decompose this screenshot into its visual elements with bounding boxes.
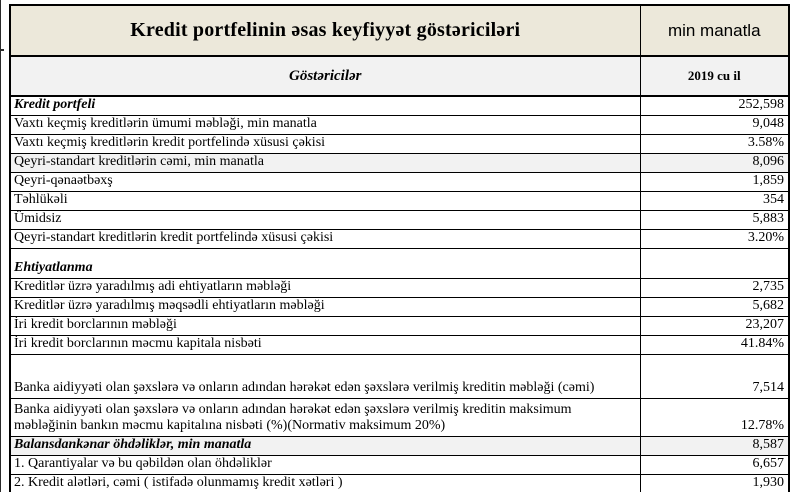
row-label: Qeyri-standart kreditlərin kredit portfelində xüsusi çəkisi	[10, 229, 640, 248]
table-row	[10, 229, 789, 248]
row-value: 3.58%	[640, 134, 789, 153]
table-row	[10, 172, 789, 191]
table-row	[10, 134, 789, 153]
row-value: 3.20%	[640, 229, 789, 248]
row-label: Ehtiyatlanma	[10, 248, 640, 278]
table-row	[10, 191, 789, 210]
column-header-row	[10, 56, 789, 96]
row-value: 8,587	[640, 436, 789, 455]
row-value: 8,096	[640, 153, 789, 172]
row-label: 2. Kredit alətləri, cəmi ( istifadə olunmamış kredit xətləri )	[10, 474, 640, 492]
row-value: 6,657	[640, 455, 789, 474]
row-label: Kreditlər üzrə yaradılmış məqsədli ehtiyatların məbləği	[10, 297, 640, 316]
row-label: Banka aidiyyəti olan şəxslərə və onların adından hərəkət edən şəxslərə verilmiş kreditin məbləği (cəmi)	[10, 354, 640, 398]
row-value	[640, 248, 789, 278]
row-label: Ümidsiz	[10, 210, 640, 229]
row-value: 252,598	[640, 96, 789, 115]
table-row	[10, 335, 789, 354]
row-label: Kredit portfeli	[10, 96, 640, 115]
row-label: Vaxtı keçmiş kreditlərin ümumi məbləği, min manatla	[10, 115, 640, 134]
unit-label: min manatla	[640, 5, 789, 56]
row-value: 7,514	[640, 354, 789, 398]
row-value: 9,048	[640, 115, 789, 134]
table-row-off-balance	[10, 436, 789, 455]
row-value: 1,930	[640, 474, 789, 492]
table-row	[10, 115, 789, 134]
table-row	[10, 474, 789, 492]
row-value: 12.78%	[640, 398, 789, 436]
table-row	[10, 297, 789, 316]
table-row	[10, 210, 789, 229]
table-row	[10, 316, 789, 335]
row-label: 1. Qarantiyalar və bu qəbildən olan öhdəliklər	[10, 455, 640, 474]
year-column-header: 2019 cu il	[640, 56, 789, 96]
row-value: 354	[640, 191, 789, 210]
row-label: Banka aidiyyəti olan şəxslərə və onların adından hərəkət edən şəxslərə verilmiş kreditin maksimum məbləğinin bankın məcmu kapitalına nisbəti (%)(Normativ maksimum 20%)	[10, 398, 640, 436]
table-row-kredit-portfeli	[10, 96, 789, 115]
row-value: 1,859	[640, 172, 789, 191]
table-row	[10, 455, 789, 474]
row-value: 2,735	[640, 278, 789, 297]
indicators-column-header: Göstəricilər	[10, 56, 640, 96]
row-label: Qeyri-standart kreditlərin cəmi, min manatla	[10, 153, 640, 172]
left-edge-artifact-line	[0, 0, 1, 492]
table-title-row	[10, 5, 789, 56]
row-label: Kreditlər üzrə yaradılmış adi ehtiyatların məbləği	[10, 278, 640, 297]
row-label: Vaxtı keçmiş kreditlərin kredit portfelində xüsusi çəkisi	[10, 134, 640, 153]
table-row	[10, 153, 789, 172]
table-row-related-party-loans	[10, 354, 789, 398]
row-label: İri kredit borclarının məcmu kapitala nisbəti	[10, 335, 640, 354]
row-label: Balansdankənar öhdəliklər, min manatla	[10, 436, 640, 455]
table-row	[10, 278, 789, 297]
credit-quality-table	[9, 4, 790, 492]
row-value: 5,682	[640, 297, 789, 316]
row-value: 23,207	[640, 316, 789, 335]
left-edge-artifact-tick	[0, 49, 4, 51]
row-label: Təhlükəli	[10, 191, 640, 210]
row-label: Qeyri-qənaətbəxş	[10, 172, 640, 191]
table-row-related-party-ratio	[10, 398, 789, 436]
table-title: Kredit portfelinin əsas keyfiyyət göstəriciləri	[10, 5, 640, 56]
row-value: 41.84%	[640, 335, 789, 354]
row-value: 5,883	[640, 210, 789, 229]
row-label: İri kredit borclarının məbləği	[10, 316, 640, 335]
table-row-ehtiyatlanma	[10, 248, 789, 278]
